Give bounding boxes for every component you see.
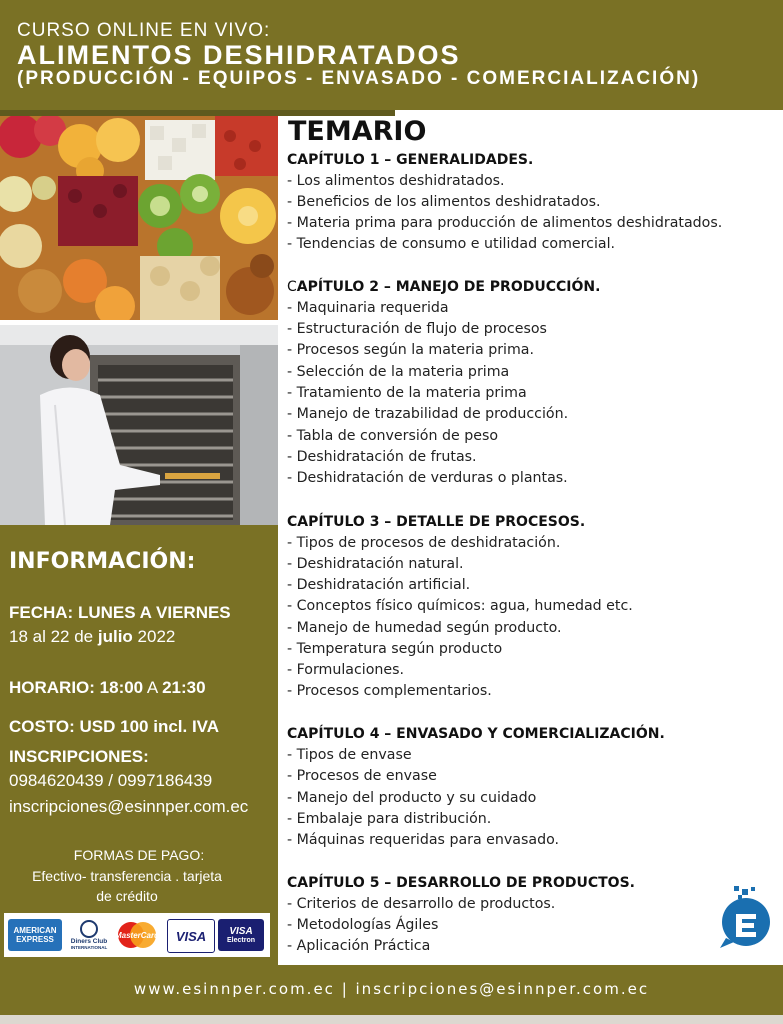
header-banner [0, 0, 783, 110]
mastercard-icon [114, 919, 160, 951]
visa-electron-card [218, 919, 264, 951]
chapter-3-item: - Formulaciones. [287, 662, 405, 678]
payment-title: FORMAS DE PAGO: [73, 847, 205, 863]
esinnper-logo [716, 886, 774, 948]
diners-card [66, 919, 112, 951]
chapter-2-item: - Tratamiento de la materia prima [287, 385, 527, 401]
date-label: FECHA: LUNES A VIERNES [9, 603, 231, 622]
chapter-3-item: - Deshidratación artificial. [287, 577, 471, 593]
date-month: julio [97, 627, 133, 646]
chapter-4-title: CAPÍTULO 4 – ENVASADO Y COMERCIALIZACIÓN. [287, 726, 665, 742]
chapter-5-title: CAPÍTULO 5 – DESARROLLO DE PRODUCTOS. [287, 875, 635, 891]
chapter-5-item: - Metodologías Ágiles [287, 917, 439, 933]
chapter-2-item: - Maquinaria requerida [287, 300, 449, 316]
payment-line-1: Efectivo- transferencia . tarjeta [32, 868, 222, 884]
mastercard-label: MasterCard [114, 931, 160, 940]
chapter-1-item: - Beneficios de los alimentos deshidratados. [287, 194, 601, 210]
chapter-3-item: - Conceptos físico químicos: agua, humedad etc. [287, 598, 633, 614]
chapter-2-title-prefix: C [287, 279, 297, 295]
chapter-3-item: - Temperatura según producto [287, 641, 503, 657]
dehydrator-photo [0, 325, 278, 525]
schedule-end: 21:30 [162, 678, 206, 697]
mastercard-card [114, 919, 160, 951]
diners-sublabel: INTERNATIONAL [70, 945, 108, 950]
chapter-3-title: CAPÍTULO 3 – DETALLE DE PROCESOS. [287, 514, 586, 530]
chapter-2-item: - Tabla de conversión de peso [287, 428, 499, 444]
diners-label: Diners Club [70, 938, 108, 945]
payment-line-2: de crédito [96, 888, 158, 904]
chapter-3-item: - Manejo de humedad según producto. [287, 620, 562, 636]
course-subtitle: CURSO ONLINE EN VIVO: [17, 20, 271, 41]
visa-electron-sublabel: Electron [226, 937, 255, 944]
chapter-3-item: - Tipos de procesos de deshidratación. [287, 535, 561, 551]
chapter-4-item: - Embalaje para distribución. [287, 811, 492, 827]
visa-card: VISA [167, 919, 215, 953]
syllabus-title: TEMARIO [288, 116, 427, 147]
schedule-start: HORARIO: 18:00 [9, 678, 144, 697]
payment-cards [4, 913, 270, 957]
amex-card: AMERICAN EXPRESS [8, 919, 62, 951]
registration-phones: 0984620439 / 0997186439 [9, 771, 213, 790]
chapter-5-item: - Criterios de desarrollo de productos. [287, 896, 556, 912]
course-title: ALIMENTOS DESHIDRATADOS [17, 40, 461, 70]
chapter-1-title: CAPÍTULO 1 – GENERALIDADES. [287, 152, 534, 168]
chapter-2-item: - Selección de la materia prima [287, 364, 510, 380]
chapter-2-item: - Procesos según la materia prima. [287, 342, 534, 358]
chapter-2-item: - Estructuración de flujo de procesos [287, 321, 547, 337]
cost: COSTO: USD 100 incl. IVA [9, 717, 220, 736]
chapter-1-item: - Los alimentos deshidratados. [287, 173, 505, 189]
dried-fruits-photo [0, 116, 278, 320]
course-topics: (PRODUCCIÓN - EQUIPOS - ENVASADO - COMERCIALIZACIÓN) [17, 68, 701, 89]
date-value [9, 627, 175, 647]
registration-label: INSCRIPCIONES: [9, 747, 149, 766]
footer-bar [0, 965, 783, 1015]
chapter-2-item: - Deshidratación de verduras o plantas. [287, 470, 568, 486]
chapter-3-item: - Deshidratación natural. [287, 556, 464, 572]
chapter-2-title [287, 279, 600, 295]
chapter-4-item: - Manejo del producto y su cuidado [287, 790, 537, 806]
chapter-2-item: - Deshidratación de frutas. [287, 449, 477, 465]
visa-electron-label: VISA [229, 926, 253, 937]
footer-bottom-strip [0, 1015, 783, 1024]
esinnper-logo-icon [716, 886, 774, 948]
date-range: 18 al 22 de [9, 627, 98, 646]
chapter-5-item: - Aplicación Práctica [287, 938, 431, 954]
footer-contact[interactable]: www.esinnper.com.ec | inscripciones@esinnper.com.ec [133, 980, 650, 998]
date-year: 2022 [132, 627, 176, 646]
chapter-2-title-text: APÍTULO 2 – MANEJO DE PRODUCCIÓN. [296, 279, 601, 295]
schedule [9, 678, 206, 698]
chapter-3-item: - Procesos complementarios. [287, 683, 492, 699]
chapter-4-item: - Tipos de envase [287, 747, 412, 763]
info-title: INFORMACIÓN: [9, 549, 196, 574]
registration-email[interactable]: inscripciones@esinnper.com.ec [9, 797, 249, 816]
chapter-4-item: - Procesos de envase [287, 768, 437, 784]
chapter-2-item: - Manejo de trazabilidad de producción. [287, 406, 569, 422]
info-panel [0, 525, 278, 965]
diners-icon [80, 920, 98, 938]
chapter-4-item: - Máquinas requeridas para envasado. [287, 832, 560, 848]
chapter-1-item: - Tendencias de consumo e utilidad comercial. [287, 236, 616, 252]
chapter-1-item: - Materia prima para producción de alimentos deshidratados. [287, 215, 723, 231]
schedule-separator: A [143, 678, 163, 697]
